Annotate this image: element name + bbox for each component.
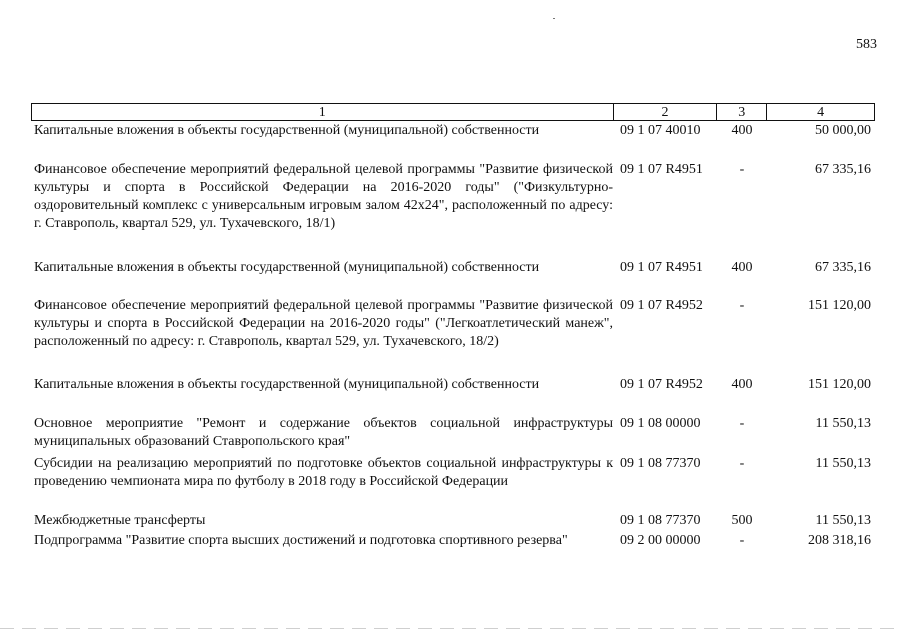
row-amount: 11 550,13: [815, 416, 871, 431]
table-row: [31, 297, 875, 351]
row-amount: 208 318,16: [808, 533, 871, 548]
row-type: 500: [731, 513, 753, 528]
row-amount: 11 550,13: [815, 456, 871, 471]
row-amount: 151 120,00: [808, 377, 871, 392]
row-code: 09 1 07 R4951: [620, 162, 703, 177]
scan-speck: [553, 18, 555, 19]
row-type: -: [739, 416, 745, 431]
table-row: [31, 259, 875, 277]
row-name: Субсидии на реализацию мероприятий по подготовке объектов социальной инфраструктуры к проведению чемпионата мира по футболу в 2018 году в Российской Федерации: [34, 456, 613, 489]
row-type: -: [739, 456, 745, 471]
row-code: 09 1 07 R4952: [620, 377, 703, 392]
table-row: [31, 455, 875, 491]
page-number: 583: [856, 37, 877, 52]
row-amount: 11 550,13: [815, 513, 871, 528]
table-row: [31, 376, 875, 394]
table-row: [31, 532, 875, 550]
row-type: 400: [731, 123, 753, 138]
row-code: 09 2 00 00000: [620, 533, 701, 548]
header-col-4: 4: [817, 105, 825, 120]
row-name: Капитальные вложения в объекты государственной (муниципальной) собственности: [34, 123, 540, 138]
header-col-1: 1: [32, 104, 614, 120]
row-code: 09 1 08 77370: [620, 456, 701, 471]
row-name: Подпрограмма "Развитие спорта высших достижений и подготовка спортивного резерва": [34, 533, 568, 548]
row-name: Межбюджетные трансферты: [34, 513, 206, 528]
scan-edge-noise: [0, 628, 899, 629]
row-name: Капитальные вложения в объекты государственной (муниципальной) собственности: [34, 260, 540, 275]
table-header-row: [31, 103, 875, 121]
row-type: -: [739, 162, 745, 177]
header-col-3: 3: [717, 104, 767, 120]
header-col-2: 2: [614, 104, 718, 120]
row-type: -: [739, 533, 745, 548]
row-type: -: [739, 298, 745, 313]
row-name: Основное мероприятие "Ремонт и содержание объектов социальной инфраструктуры муниципальных образований Ставропольского края": [34, 416, 613, 449]
row-amount: 67 335,16: [815, 162, 871, 177]
row-code: 09 1 08 00000: [620, 416, 701, 431]
table-row: [31, 415, 875, 451]
table-row: [31, 122, 875, 140]
row-code: 09 1 08 77370: [620, 513, 701, 528]
row-code: 09 1 07 R4951: [620, 260, 703, 275]
row-name: Капитальные вложения в объекты государственной (муниципальной) собственности: [34, 377, 540, 392]
row-amount: 151 120,00: [808, 298, 871, 313]
row-type: 400: [731, 377, 753, 392]
row-amount: 50 000,00: [815, 123, 871, 138]
row-amount: 67 335,16: [815, 260, 871, 275]
row-name: Финансовое обеспечение мероприятий федеральной целевой программы "Развитие физической культуры и спорта в Российской Федерации на 2016-2020 годы" ("Легкоатлетический манеж", расположенный по адресу: г. Ставрополь, квартал 529, ул. Тухачевского, 18/2): [34, 298, 613, 349]
row-code: 09 1 07 R4952: [620, 298, 703, 313]
row-code: 09 1 07 40010: [620, 123, 701, 138]
table-row: [31, 161, 875, 233]
table-row: [31, 512, 875, 530]
row-type: 400: [731, 260, 753, 275]
row-name: Финансовое обеспечение мероприятий федеральной целевой программы "Развитие физической культуры и спорта в Российской Федерации на 2016-2020 годы" ("Физкультурно-оздоровительный комплекс с универсальным игровым залом 42x24", расположенный по адресу: г. Ставрополь, квартал 529, ул. Тухачевского, 18/1): [34, 162, 613, 231]
